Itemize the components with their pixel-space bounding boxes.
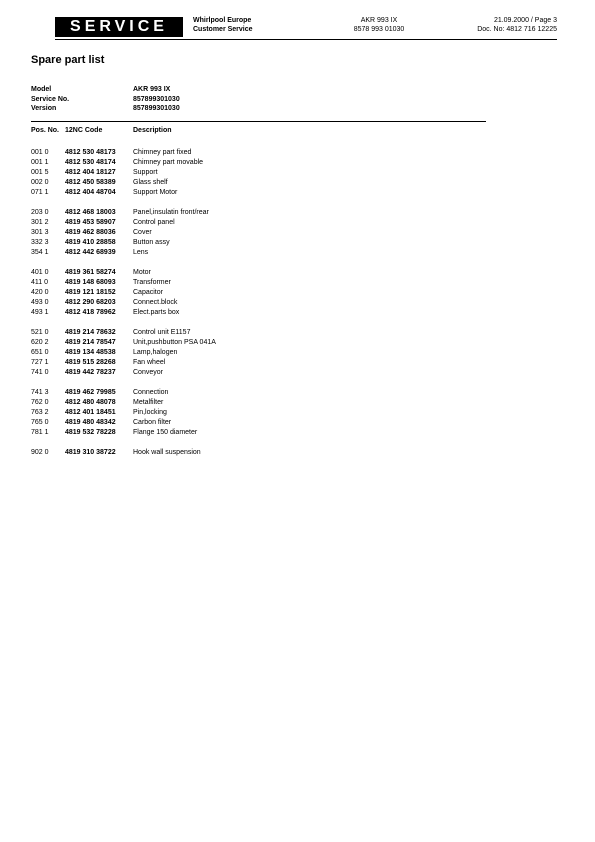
part-code: 4819 121 18152 xyxy=(65,289,116,296)
part-code: 4812 480 48078 xyxy=(65,399,116,406)
info-row-service-no xyxy=(31,95,180,105)
part-description: Glass shelf xyxy=(133,179,168,186)
header-doc-block xyxy=(477,17,557,34)
table-row xyxy=(31,218,216,228)
table-header xyxy=(31,127,172,134)
part-description: Button assy xyxy=(133,239,170,246)
table-row xyxy=(31,358,216,368)
part-pos: 727 1 xyxy=(31,359,49,366)
table-divider xyxy=(31,121,486,122)
part-code: 4819 453 58907 xyxy=(65,219,116,226)
part-code: 4819 361 58274 xyxy=(65,269,116,276)
part-pos: 002 0 xyxy=(31,179,49,186)
part-code: 4819 410 28858 xyxy=(65,239,116,246)
part-code: 4819 134 48538 xyxy=(65,349,116,356)
part-code: 4819 515 28268 xyxy=(65,359,116,366)
part-code: 4812 290 68203 xyxy=(65,299,116,306)
info-label: Service No. xyxy=(31,95,70,103)
part-pos: 781 1 xyxy=(31,429,49,436)
table-row xyxy=(31,308,216,318)
parts-group xyxy=(31,208,216,258)
column-header-desc: Description xyxy=(133,127,172,134)
info-label: Model xyxy=(31,86,52,93)
table-row xyxy=(31,398,216,408)
parts-group xyxy=(31,268,216,318)
part-pos: 332 3 xyxy=(31,239,49,246)
part-code: 4812 530 48173 xyxy=(65,149,116,156)
part-description: Transformer xyxy=(133,279,171,286)
company-name: Whirlpool Europe xyxy=(193,17,252,24)
table-row xyxy=(31,338,216,348)
header-model-block xyxy=(334,17,424,34)
table-row xyxy=(31,388,216,398)
table-row xyxy=(31,408,216,418)
part-code: 4812 530 48174 xyxy=(65,159,116,166)
service-banner: SERVICE xyxy=(55,17,183,37)
table-row xyxy=(31,208,216,218)
part-description: Unit,pushbutton PSA 041A xyxy=(133,339,216,346)
page-title: Spare part list xyxy=(31,54,105,66)
part-description: Lens xyxy=(133,249,149,256)
header-company-block xyxy=(193,17,253,34)
parts-list xyxy=(31,148,216,468)
header-date-page: 21.09.2000 / Page 3 xyxy=(493,17,557,24)
part-code: 4812 468 18003 xyxy=(65,209,116,216)
part-description: Elect.parts box xyxy=(133,309,180,316)
part-description: Connect.block xyxy=(133,299,178,306)
part-pos: 001 1 xyxy=(31,159,49,166)
part-description: Conveyor xyxy=(133,369,163,376)
part-pos: 493 1 xyxy=(31,309,49,316)
table-row xyxy=(31,348,216,358)
part-description: Control panel xyxy=(133,219,175,226)
part-pos: 763 2 xyxy=(31,409,49,416)
parts-group xyxy=(31,448,216,458)
part-code: 4812 450 58389 xyxy=(65,179,116,186)
part-pos: 001 5 xyxy=(31,169,49,176)
part-pos: 354 1 xyxy=(31,249,49,256)
part-code: 4812 418 78962 xyxy=(65,309,116,316)
part-code: 4819 442 78237 xyxy=(65,369,116,376)
part-pos: 741 3 xyxy=(31,389,49,396)
parts-group xyxy=(31,148,216,198)
table-row xyxy=(31,168,216,178)
part-code: 4819 462 79985 xyxy=(65,389,116,396)
table-row xyxy=(31,368,216,378)
table-row xyxy=(31,448,216,458)
part-description: Metalfilter xyxy=(133,399,164,406)
part-pos: 741 0 xyxy=(31,369,49,376)
part-description: Chimney part movable xyxy=(133,159,204,166)
table-row xyxy=(31,148,216,158)
department-name: Customer Service xyxy=(193,25,253,33)
part-code: 4812 404 18127 xyxy=(65,169,116,176)
part-pos: 521 0 xyxy=(31,329,49,336)
table-row xyxy=(31,188,216,198)
part-description: Motor xyxy=(133,269,151,276)
part-description: Control unit E1157 xyxy=(133,329,191,336)
part-code: 4812 404 48704 xyxy=(65,189,116,196)
part-description: Panel,insulatin front/rear xyxy=(133,209,209,216)
part-code: 4812 442 68939 xyxy=(65,249,116,256)
table-row xyxy=(31,228,216,238)
part-code: 4819 480 48342 xyxy=(65,419,116,426)
part-pos: 411 0 xyxy=(31,279,48,286)
header-service-no: 8578 993 01030 xyxy=(353,25,405,33)
part-pos: 651 0 xyxy=(31,349,49,356)
column-header-code: 12NC Code xyxy=(65,127,103,134)
table-row xyxy=(31,178,216,188)
part-pos: 762 0 xyxy=(31,399,49,406)
info-row-model xyxy=(31,85,180,95)
table-row xyxy=(31,158,216,168)
part-description: Hook wall suspension xyxy=(133,449,201,456)
info-value: 857899301030 xyxy=(133,105,180,112)
header-divider xyxy=(55,39,557,40)
part-pos: 902 0 xyxy=(31,449,49,456)
part-pos: 493 0 xyxy=(31,299,49,306)
table-row xyxy=(31,418,216,428)
part-description: Chimney part fixed xyxy=(133,149,192,156)
part-description: Lamp,halogen xyxy=(133,349,178,356)
part-description: Capacitor xyxy=(133,289,163,296)
part-code: 4819 462 88036 xyxy=(65,229,116,236)
part-description: Pin,locking xyxy=(133,409,167,416)
part-code: 4819 310 38722 xyxy=(65,449,116,456)
table-row xyxy=(31,238,216,248)
header-model: AKR 993 IX xyxy=(360,17,398,24)
table-row xyxy=(31,278,216,288)
model-info xyxy=(31,85,180,114)
part-pos: 765 0 xyxy=(31,419,49,426)
part-pos: 203 0 xyxy=(31,209,49,216)
part-pos: 420 0 xyxy=(31,289,49,296)
column-header-pos: Pos. No. xyxy=(31,127,60,134)
parts-group xyxy=(31,388,216,438)
part-code: 4819 214 78632 xyxy=(65,329,116,336)
table-row xyxy=(31,328,216,338)
part-description: Support xyxy=(133,169,158,176)
parts-group xyxy=(31,328,216,378)
info-row-version xyxy=(31,104,180,114)
part-description: Fan wheel xyxy=(133,359,166,366)
part-pos: 301 2 xyxy=(31,219,49,226)
header-doc-no: Doc. No: 4812 716 12225 xyxy=(477,25,557,33)
part-pos: 301 3 xyxy=(31,229,49,236)
info-value: 857899301030 xyxy=(133,95,180,103)
part-description: Carbon filter xyxy=(133,419,172,426)
part-pos: 401 0 xyxy=(31,269,49,276)
part-pos: 620 2 xyxy=(31,339,49,346)
table-row xyxy=(31,248,216,258)
info-value: AKR 993 IX xyxy=(133,86,171,93)
part-code: 4819 214 78547 xyxy=(65,339,116,346)
part-pos: 071 1 xyxy=(31,189,49,196)
part-code: 4819 532 78228 xyxy=(65,429,116,436)
table-row xyxy=(31,268,216,278)
part-code: 4812 401 18451 xyxy=(65,409,116,416)
part-pos: 001 0 xyxy=(31,149,49,156)
part-code: 4819 148 68093 xyxy=(65,279,116,286)
table-row xyxy=(31,298,216,308)
part-description: Cover xyxy=(133,229,152,236)
table-row xyxy=(31,428,216,438)
part-description: Flange 150 diameter xyxy=(133,429,198,436)
part-description: Support Motor xyxy=(133,189,178,196)
part-description: Connection xyxy=(133,389,169,396)
info-label: Version xyxy=(31,105,57,112)
table-row xyxy=(31,288,216,298)
